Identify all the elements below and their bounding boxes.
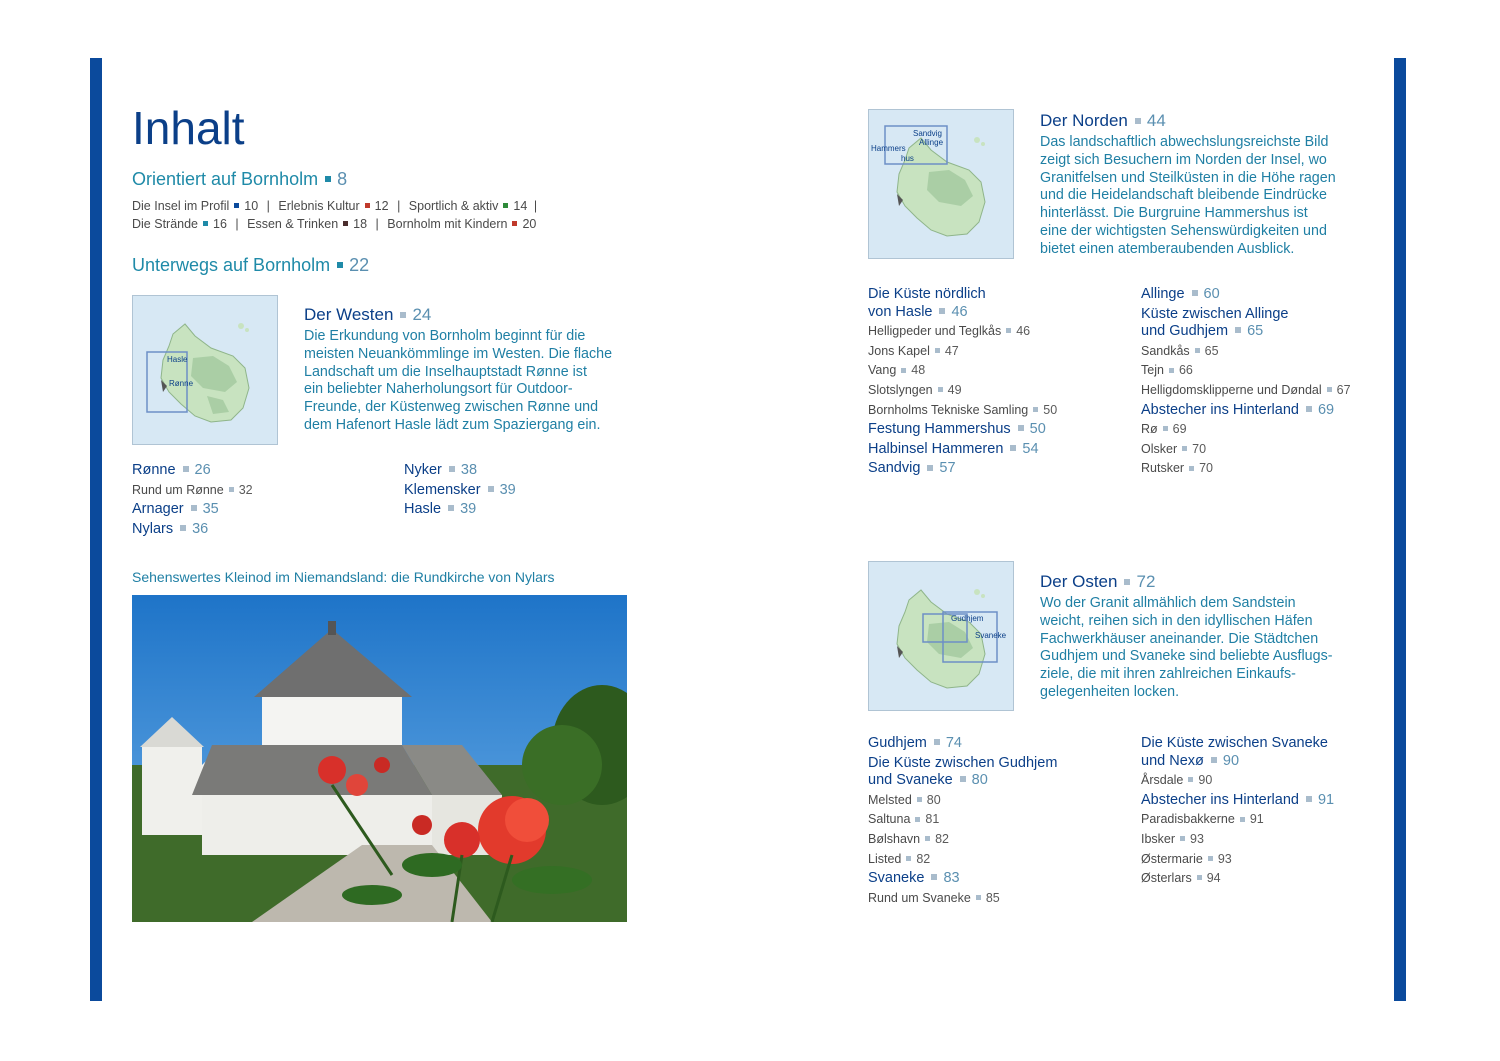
island-map-icon — [869, 110, 1015, 260]
list-item[interactable]: Rønne 26 — [132, 462, 211, 478]
page-marker-icon — [1135, 118, 1141, 124]
list-item[interactable]: Årsdale 90 — [1141, 773, 1213, 788]
topic-item[interactable]: Die Insel im Profil 10 — [132, 199, 259, 213]
page-marker-icon — [400, 312, 406, 318]
church-photo — [132, 595, 627, 922]
page-marker-icon — [234, 203, 239, 208]
list-item[interactable]: Listed 82 — [868, 851, 931, 866]
list-item[interactable]: Die Küste zwischen Gudhjem — [868, 754, 1058, 771]
section-orientiert-page: 8 — [337, 169, 348, 189]
westen-list-col2 — [404, 461, 516, 520]
region-norden-description: Das landschaftlich abwechslungsreichste Bild zeigt sich Besuchern im Norden der Insel, wo Granitfelsen und Steilküsten in die Höhe ragen und die Heidelandschaft bleibende Eindrücke hinterlässt. Die Burgruine Hammershus ist eine der wichtigsten Sehenswürdigkeiten und bietet einen atemberaubenden Ausblick. — [1040, 134, 1336, 257]
map-label: Rønne — [169, 379, 194, 388]
list-item[interactable]: Rø 69 — [1141, 422, 1187, 437]
list-item[interactable]: Sandkås 65 — [1141, 343, 1219, 358]
list-item[interactable]: Tejn 66 — [1141, 363, 1193, 378]
page-marker-icon — [512, 221, 517, 226]
page-marker-icon — [325, 176, 331, 182]
list-item[interactable]: und Svaneke 80 — [868, 772, 988, 789]
osten-list-col2 — [1141, 734, 1334, 889]
list-item[interactable]: Abstecher ins Hinterland 91 — [1141, 791, 1335, 808]
list-item[interactable]: Olsker 70 — [1141, 441, 1207, 456]
list-item[interactable]: Slotslyngen 49 — [868, 382, 962, 397]
list-item[interactable]: Saltuna 81 — [868, 812, 940, 827]
section-unterwegs[interactable] — [132, 254, 369, 276]
map-westen — [132, 295, 278, 445]
list-item[interactable]: von Hasle 46 — [868, 303, 968, 320]
island-map-icon — [869, 562, 1015, 712]
church-image-icon — [132, 595, 627, 922]
westen-list-col1 — [132, 461, 253, 539]
list-item[interactable]: Jons Kapel 47 — [868, 343, 959, 358]
orientiert-line-1 — [132, 197, 540, 215]
map-label: Hasle — [167, 355, 188, 364]
norden-list-col1 — [868, 285, 1057, 479]
list-item[interactable]: und Nexø 90 — [1141, 752, 1240, 769]
topic-item[interactable]: Die Strände 16 — [132, 217, 227, 231]
list-item[interactable]: Svaneke 83 — [868, 870, 960, 887]
separator: | — [375, 217, 379, 231]
map-osten — [868, 561, 1014, 711]
region-westen-description: Die Erkundung von Bornholm beginnt für die meisten Neuankömmlinge im Westen. Die flache Landschaft um die Inselhauptstadt Rønne ist ein beliebter Naherholungsort für Outdoor- Freunde, der Küstenweg zwischen Rønne und dem Hafenort Hasle lädt zum Spaziergang ein. — [304, 328, 613, 433]
separator: | — [266, 199, 270, 213]
map-label: Gudhjem — [951, 614, 984, 623]
list-item[interactable]: Rund um Rønne 32 — [132, 482, 253, 497]
map-label: Svaneke — [975, 631, 1007, 640]
list-item[interactable]: Arnager 35 — [132, 501, 219, 518]
topic-item[interactable]: Bornholm mit Kindern 20 — [387, 217, 537, 231]
list-item[interactable]: Die Küste zwischen Svaneke — [1141, 735, 1328, 751]
map-label: Hammers — [871, 144, 906, 153]
photo-caption: Sehenswertes Kleinod im Niemandsland: die Rundkirche von Nylars — [132, 569, 555, 585]
list-item[interactable]: Bølshavn 82 — [868, 831, 950, 846]
topic-item[interactable]: Sportlich & aktiv 14 — [408, 199, 528, 213]
left-margin-bar — [90, 58, 102, 1001]
map-label: Sandvig — [913, 129, 942, 138]
page-title: Inhalt — [132, 102, 245, 154]
osten-list-col1 — [868, 734, 1057, 908]
page-marker-icon — [503, 203, 508, 208]
list-item[interactable]: Melsted 80 — [868, 792, 941, 807]
list-item[interactable]: Paradisbakkerne 91 — [1141, 812, 1264, 827]
norden-list-col2 — [1141, 285, 1351, 479]
list-item[interactable]: Hasle 39 — [404, 501, 477, 518]
map-label: hus — [901, 154, 914, 163]
orientiert-line-2 — [132, 215, 536, 233]
right-margin-bar — [1394, 58, 1406, 1001]
page-marker-icon — [1124, 579, 1130, 585]
page-marker-icon — [337, 262, 343, 268]
island-map-icon — [133, 296, 279, 446]
list-item[interactable]: Helligdomsklipperne und Døndal 67 — [1141, 382, 1351, 397]
region-westen-heading[interactable]: Der Westen 24 — [304, 305, 432, 324]
list-item[interactable]: Klemensker 39 — [404, 481, 516, 498]
page-marker-icon — [365, 203, 370, 208]
list-item[interactable]: Østerlars 94 — [1141, 871, 1221, 886]
list-item[interactable]: Küste zwischen Allinge — [1141, 305, 1289, 322]
region-osten-heading[interactable]: Der Osten 72 — [1040, 572, 1156, 591]
list-item[interactable]: Die Küste nördlich — [868, 286, 986, 302]
topic-item[interactable]: Essen & Trinken 18 — [247, 217, 368, 231]
page-marker-icon — [203, 221, 208, 226]
list-item[interactable]: Festung Hammershus 50 — [868, 421, 1046, 438]
list-item[interactable]: Halbinsel Hammeren 54 — [868, 440, 1039, 457]
list-item[interactable]: Abstecher ins Hinterland 69 — [1141, 401, 1335, 418]
list-item[interactable]: Allinge 60 — [1141, 286, 1220, 302]
list-item[interactable]: und Gudhjem 65 — [1141, 323, 1264, 340]
list-item[interactable]: Sandvig 57 — [868, 460, 956, 477]
separator: | — [397, 199, 401, 213]
map-label: Allinge — [919, 138, 944, 147]
region-osten-description: Wo der Granit allmählich dem Sandstein weicht, reihen sich in den idyllischen Häfen Fachwerkhäuser aneinander. Die Städtchen Gudhjem und Svaneke sind beliebte Ausflugs- ziele, die mit ihren zahlreichen Einkaufs- gelegenheiten locken. — [1040, 595, 1333, 700]
list-item[interactable]: Nyker 38 — [404, 462, 478, 478]
list-item[interactable]: Vang 48 — [868, 363, 926, 378]
list-item[interactable]: Rutsker 70 — [1141, 461, 1213, 476]
list-item[interactable]: Ibsker 93 — [1141, 831, 1204, 846]
list-item[interactable]: Nylars 36 — [132, 520, 209, 537]
section-unterwegs-heading: Unterwegs auf Bornholm — [132, 255, 331, 275]
separator: | — [235, 217, 239, 231]
list-item[interactable]: Bornholms Tekniske Samling 50 — [868, 402, 1058, 417]
separator: | — [533, 199, 538, 213]
list-item[interactable]: Rund um Svaneke 85 — [868, 890, 1000, 905]
list-item[interactable]: Helligpeder und Teglkås 46 — [868, 324, 1031, 339]
section-orientiert[interactable] — [132, 168, 347, 190]
section-orientiert-heading: Orientiert auf Bornholm — [132, 169, 319, 189]
section-unterwegs-page: 22 — [349, 255, 370, 275]
region-norden-heading[interactable]: Der Norden 44 — [1040, 111, 1166, 130]
list-item[interactable]: Gudhjem 74 — [868, 735, 962, 751]
page-marker-icon — [343, 221, 348, 226]
topic-item[interactable]: Erlebnis Kultur 12 — [278, 199, 389, 213]
list-item[interactable]: Østermarie 93 — [1141, 851, 1232, 866]
map-norden — [868, 109, 1014, 259]
